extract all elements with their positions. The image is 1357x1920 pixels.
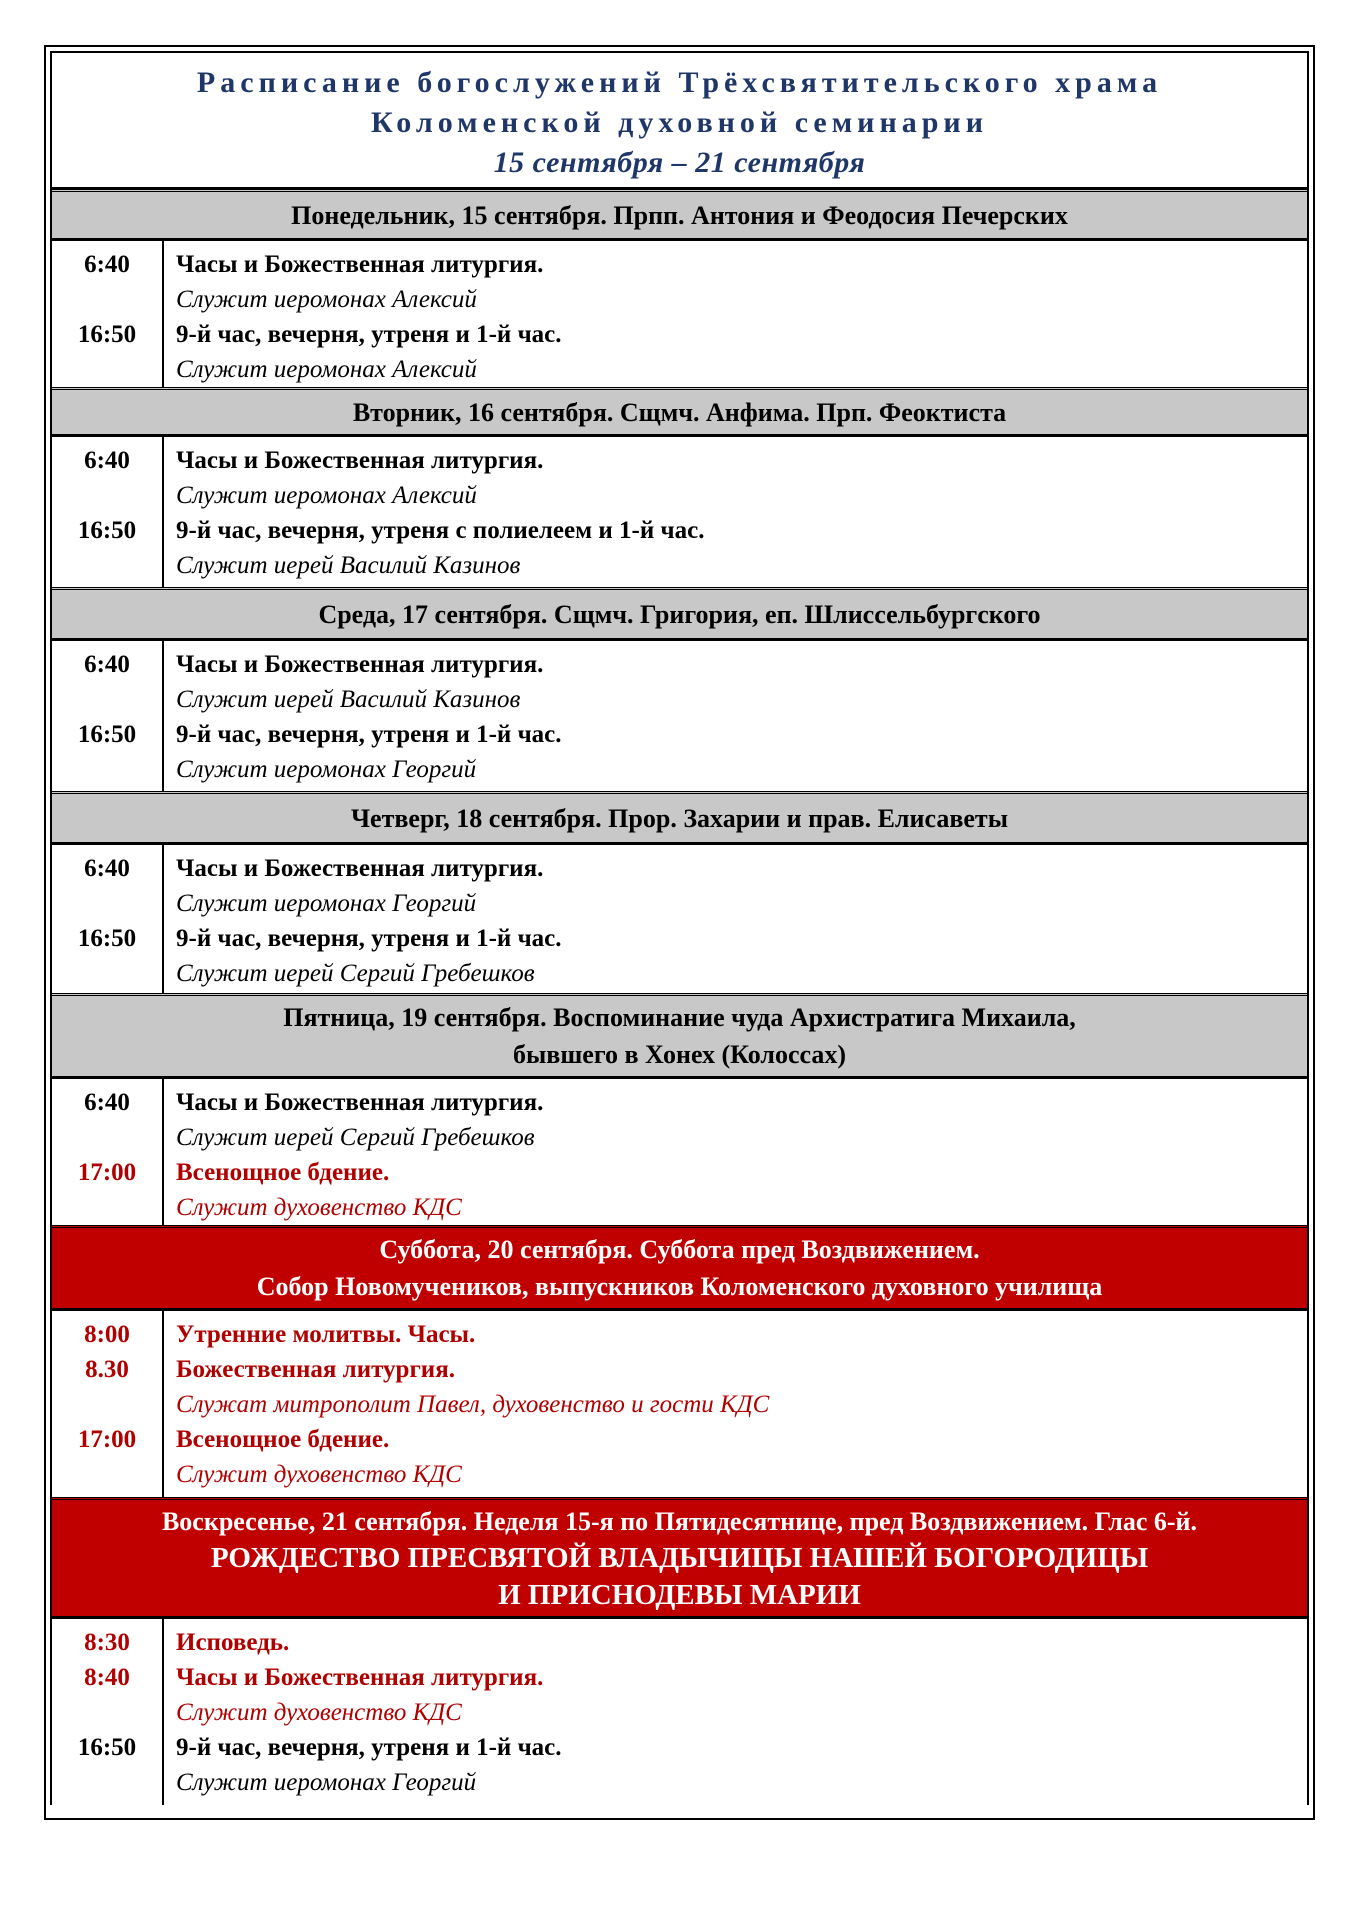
- day-header-line: Пятница, 19 сентября. Воспоминание чуда Архистратига Михаила,: [283, 1003, 1076, 1032]
- service-time: [52, 548, 162, 583]
- feast-title-line: И ПРИСНОДЕВЫ МАРИИ: [498, 1578, 861, 1611]
- service-name: 9-й час, вечерня, утреня и 1-й час.: [176, 721, 562, 748]
- service-time: [52, 752, 162, 787]
- day-header: [52, 189, 1307, 241]
- service-clergy: Служит иеромонах Алексий: [176, 482, 477, 509]
- service-time: 8.30: [85, 1356, 129, 1383]
- service-time: [52, 886, 162, 921]
- services-column: [164, 1079, 1307, 1225]
- service-time: [52, 1765, 162, 1800]
- service-name: Часы и Божественная литургия.: [176, 251, 544, 278]
- service-clergy: Служит иеромонах Георгий: [176, 890, 477, 917]
- service-time: 6:40: [84, 651, 130, 678]
- service-name: 9-й час, вечерня, утреня и 1-й час.: [176, 1734, 562, 1761]
- day-header-line: Понедельник, 15 сентября. Прпп. Антония и Феодосия Печерских: [291, 200, 1068, 230]
- service-time: 17:00: [77, 1426, 137, 1453]
- feast-title-line: РОЖДЕСТВО ПРЕСВЯТОЙ ВЛАДЫЧИЦЫ НАШЕЙ БОГОРОДИЦЫ: [210, 1541, 1149, 1574]
- day-header: [52, 993, 1307, 1079]
- day-header-line: Четверг, 18 сентября. Прор. Захарии и прав. Елисаветы: [350, 803, 1009, 833]
- schedule: [50, 51, 1309, 1805]
- day-body: [52, 1619, 1307, 1805]
- service-clergy: Служит иеромонах Георгий: [176, 756, 477, 783]
- day-header: [52, 791, 1307, 845]
- service-name: Часы и Божественная литургия.: [176, 447, 544, 474]
- title-block: [50, 51, 1309, 189]
- service-name: Часы и Божественная литургия.: [176, 1089, 544, 1116]
- service-time: [52, 282, 162, 317]
- date-range: 15 сентября – 21 сентября: [493, 146, 866, 179]
- service-name: Исповедь.: [176, 1629, 290, 1656]
- day-body: [52, 241, 1307, 387]
- services-column: [164, 1311, 1307, 1497]
- service-clergy: Служит духовенство КДС: [176, 1699, 462, 1726]
- day-body: [52, 1079, 1307, 1225]
- day-body: [52, 437, 1307, 587]
- service-clergy: Служит иеромонах Георгий: [176, 1769, 477, 1796]
- day-sunday: [50, 1497, 1309, 1805]
- services-column: [164, 241, 1307, 387]
- service-time: [52, 1457, 162, 1492]
- day-header: [52, 1497, 1307, 1619]
- service-time: [52, 1695, 162, 1730]
- service-name: 9-й час, вечерня, утреня с полиелеем и 1-й час.: [176, 517, 705, 544]
- service-clergy: Служат митрополит Павел, духовенство и гости КДС: [176, 1391, 770, 1418]
- day-tuesday: [50, 387, 1309, 587]
- day-header: [52, 587, 1307, 641]
- service-clergy: Служит духовенство КДС: [176, 1461, 462, 1488]
- day-saturday: [50, 1225, 1309, 1497]
- service-name: Часы и Божественная литургия.: [176, 1664, 544, 1691]
- times-column: [52, 437, 164, 587]
- service-time: 8:30: [84, 1629, 130, 1656]
- day-header-line: Суббота, 20 сентября. Суббота пред Воздвижением.: [379, 1235, 980, 1264]
- services-column: [164, 845, 1307, 993]
- service-name: 9-й час, вечерня, утреня и 1-й час.: [176, 925, 562, 952]
- service-clergy: Служит духовенство КДС: [176, 1194, 462, 1221]
- service-clergy: Служит иеромонах Алексий: [176, 286, 477, 313]
- day-header-line: Воскресенье, 21 сентября. Неделя 15-я по Пятидесятнице, пред Воздвижением. Глас 6-й.: [161, 1506, 1198, 1536]
- service-clergy: Служит иерей Сергий Гребешков: [176, 960, 535, 987]
- service-time: [52, 478, 162, 513]
- day-body: [52, 641, 1307, 791]
- service-time: 16:50: [77, 517, 137, 544]
- day-header: [52, 1225, 1307, 1311]
- service-time: 16:50: [77, 321, 137, 348]
- times-column: [52, 845, 164, 993]
- times-column: [52, 241, 164, 387]
- times-column: [52, 1619, 164, 1805]
- service-time: [52, 1120, 162, 1155]
- service-time: [52, 682, 162, 717]
- service-time: [52, 1387, 162, 1422]
- day-monday: [50, 189, 1309, 387]
- service-time: [52, 956, 162, 991]
- services-column: [164, 437, 1307, 587]
- day-header: [52, 387, 1307, 437]
- day-header-line: Среда, 17 сентября. Сщмч. Григория, еп. Шлиссельбургского: [318, 599, 1041, 629]
- service-time: 17:00: [77, 1159, 137, 1186]
- service-time: 8:00: [84, 1321, 130, 1348]
- service-time: 16:50: [77, 721, 137, 748]
- day-header-line: Собор Новомучеников, выпускников Коломенского духовного училища: [256, 1272, 1103, 1301]
- service-clergy: Служит иеромонах Алексий: [176, 356, 477, 383]
- day-header-line: бывшего в Хонех (Колоссах): [512, 1040, 847, 1069]
- service-name: 9-й час, вечерня, утреня и 1-й час.: [176, 321, 562, 348]
- service-name: Часы и Божественная литургия.: [176, 855, 544, 882]
- service-name: Всенощное бдение.: [176, 1159, 390, 1186]
- services-column: [164, 641, 1307, 791]
- times-column: [52, 1311, 164, 1497]
- times-column: [52, 1079, 164, 1225]
- day-header-line: Вторник, 16 сентября. Сщмч. Анфима. Прп. Феоктиста: [352, 397, 1007, 427]
- services-column: [164, 1619, 1307, 1805]
- day-body: [52, 1311, 1307, 1497]
- service-time: [52, 1190, 162, 1225]
- service-name: Божественная литургия.: [176, 1356, 455, 1383]
- day-thursday: [50, 791, 1309, 993]
- day-body: [52, 845, 1307, 993]
- service-name: Всенощное бдение.: [176, 1426, 390, 1453]
- day-wednesday: [50, 587, 1309, 791]
- service-name: Часы и Божественная литургия.: [176, 651, 544, 678]
- service-time: 16:50: [77, 1734, 137, 1761]
- title-line-2: Коломенской духовной семинарии: [371, 106, 988, 139]
- service-time: 6:40: [84, 1089, 130, 1116]
- service-time: 16:50: [77, 925, 137, 952]
- title-line-1: Расписание богослужений Трёхсвятительского храма: [196, 66, 1163, 99]
- service-name: Утренние молитвы. Часы.: [176, 1321, 476, 1348]
- times-column: [52, 641, 164, 791]
- service-time: 6:40: [84, 855, 130, 882]
- service-clergy: Служит иерей Сергий Гребешков: [176, 1124, 535, 1151]
- day-friday: [50, 993, 1309, 1225]
- service-time: [52, 352, 162, 387]
- service-time: 6:40: [84, 251, 130, 278]
- service-clergy: Служит иерей Василий Казинов: [176, 552, 521, 579]
- service-time: 6:40: [84, 447, 130, 474]
- service-clergy: Служит иерей Василий Казинов: [176, 686, 521, 713]
- service-time: 8:40: [84, 1664, 130, 1691]
